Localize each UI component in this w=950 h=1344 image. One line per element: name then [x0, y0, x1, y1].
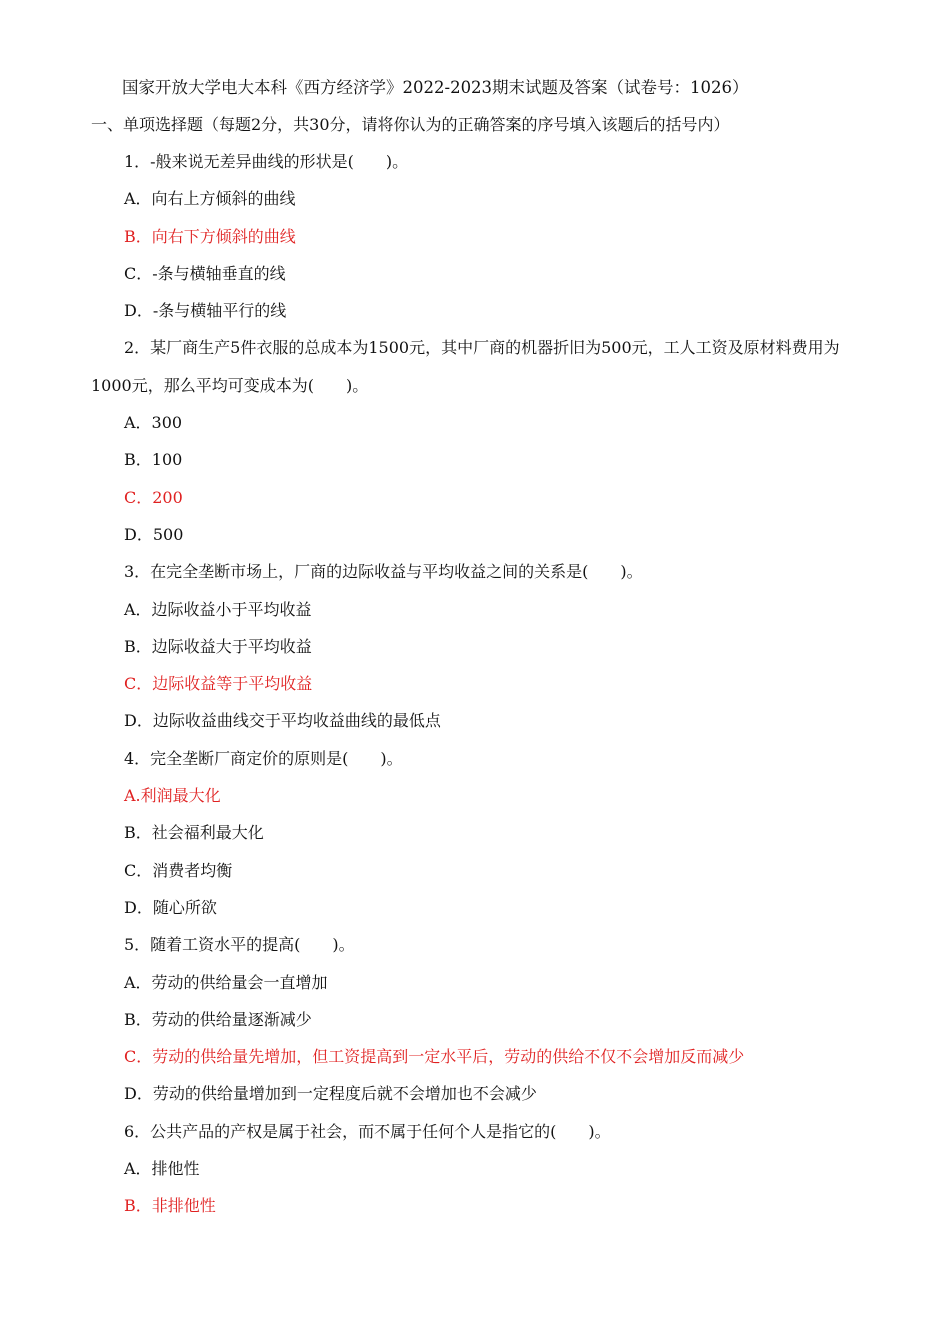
question-2-option-a: A．300 [124, 413, 183, 433]
question-6-stem: 6．公共产品的产权是属于社会，而不属于任何个人是指它的( )。 [124, 1121, 611, 1141]
question-6-option-b-correct: B．非排他性 [124, 1196, 216, 1216]
question-5-option-b: B．劳动的供给量逐渐减少 [124, 1009, 312, 1029]
question-2-stem: 2．某厂商生产5件衣服的总成本为1500元，其中厂商的机器折旧为500元，工人工资及原材料费用为1000元，那么平均可变成本为( )。 [91, 338, 840, 395]
question-5-option-d: D．劳动的供给量增加到一定程度后就不会增加也不会减少 [124, 1084, 537, 1104]
question-5-option-a: A．劳动的供给量会一直增加 [124, 972, 328, 992]
question-3-option-c-correct: C．边际收益等于平均收益 [124, 674, 313, 694]
question-4-stem: 4．完全垄断厂商定价的原则是( )。 [124, 748, 403, 768]
question-1-option-a: A．向右上方倾斜的曲线 [124, 189, 296, 209]
question-1-option-c: C．-条与横轴垂直的线 [124, 263, 286, 283]
question-3-stem: 3．在完全垄断市场上，厂商的边际收益与平均收益之间的关系是( )。 [124, 562, 643, 582]
question-3-option-d: D．边际收益曲线交于平均收益曲线的最低点 [124, 711, 441, 731]
question-4-option-c: C．消费者均衡 [124, 860, 233, 880]
question-2-option-b: B．100 [124, 450, 183, 470]
question-list [0, 150, 950, 1232]
question-2-option-c-correct: C．200 [124, 487, 183, 507]
question-1-option-b-correct: B．向右下方倾斜的曲线 [124, 226, 296, 246]
question-1-stem: 1．-般来说无差异曲线的形状是( )。 [124, 152, 409, 171]
question-1-option-d: D．-条与横轴平行的线 [124, 301, 287, 321]
question-5-stem: 5．随着工资水平的提高( )。 [124, 935, 355, 955]
question-6-option-a: A．排他性 [124, 1159, 200, 1179]
question-4-option-b: B．社会福利最大化 [124, 823, 264, 843]
question-4-option-a-correct: A.利润最大化 [124, 786, 221, 806]
question-4-option-d: D．随心所欲 [124, 897, 217, 917]
question-3-option-a: A．边际收益小于平均收益 [124, 599, 312, 619]
question-2-option-d: D．500 [124, 524, 184, 544]
question-5-option-c-correct: C．劳动的供给量先增加，但工资提高到一定水平后，劳动的供给不仅不会增加反而减少 [124, 1047, 745, 1067]
section-heading: 一、单项选择题（每题2分，共30分，请将你认为的正确答案的序号填入该题后的括号内） [91, 115, 730, 134]
document-title: 国家开放大学电大本科《西方经济学》2022-2023期末试题及答案（试卷号：1026） [122, 78, 749, 97]
question-3-option-b: B．边际收益大于平均收益 [124, 636, 312, 656]
